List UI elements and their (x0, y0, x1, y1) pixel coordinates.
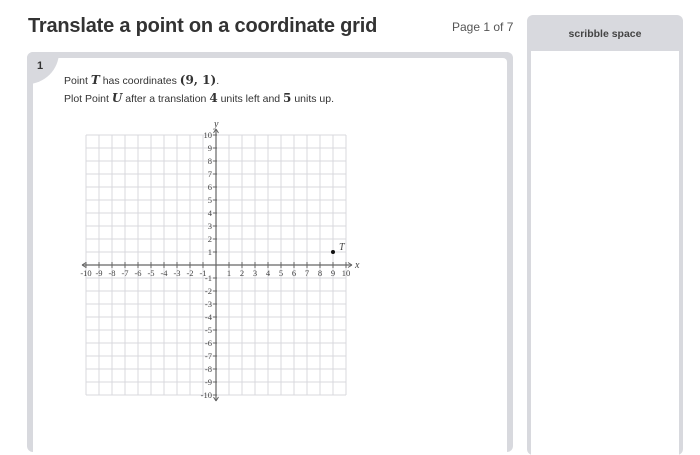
svg-text:9: 9 (207, 143, 212, 153)
question-text (64, 72, 334, 108)
scribble-panel (527, 15, 683, 455)
svg-text:-10: -10 (80, 268, 92, 278)
text: has coordinates (99, 75, 180, 87)
svg-text:-5: -5 (147, 268, 155, 278)
svg-text:1: 1 (207, 247, 212, 257)
coordinates: (9, 1) (179, 73, 217, 87)
svg-text:-10: -10 (200, 390, 212, 400)
question-line-1 (64, 72, 334, 90)
page-title: Translate a point on a coordinate grid (28, 15, 378, 37)
text: units up. (291, 93, 335, 105)
scribble-header: scribble space (568, 28, 642, 40)
svg-text:7: 7 (207, 169, 212, 179)
svg-text:-2: -2 (186, 268, 194, 278)
svg-text:-6: -6 (204, 338, 212, 348)
question-number: 1 (37, 60, 44, 72)
page-indicator: Page 1 of 7 (452, 20, 514, 34)
svg-text:-9: -9 (95, 268, 103, 278)
svg-text:6: 6 (207, 182, 212, 192)
coordinate-grid[interactable] (70, 112, 370, 412)
svg-text:-1: -1 (204, 273, 212, 283)
units-left: 4 (209, 91, 218, 105)
svg-text:10: 10 (203, 130, 212, 140)
svg-text:1: 1 (226, 268, 232, 278)
svg-text:-3: -3 (204, 299, 212, 309)
svg-text:3: 3 (207, 221, 212, 231)
point-label: T (90, 73, 100, 87)
svg-text:8: 8 (207, 156, 212, 166)
svg-text:8: 8 (317, 268, 323, 278)
svg-text:-5: -5 (204, 325, 212, 335)
svg-text:10: 10 (341, 268, 351, 278)
svg-text:6: 6 (291, 268, 297, 278)
units-up: 5 (283, 91, 292, 105)
svg-text:-4: -4 (204, 312, 212, 322)
svg-text:5: 5 (278, 268, 284, 278)
svg-text:-9: -9 (204, 377, 212, 387)
svg-text:y: y (214, 119, 219, 130)
text: . (216, 75, 220, 87)
svg-text:x: x (355, 260, 360, 271)
text: after a translation (122, 93, 210, 105)
svg-text:5: 5 (207, 195, 212, 205)
svg-text:-8: -8 (204, 364, 212, 374)
svg-text:2: 2 (239, 268, 245, 278)
svg-text:3: 3 (252, 268, 258, 278)
svg-text:-8: -8 (108, 268, 116, 278)
text: units left and (217, 93, 284, 105)
text: Plot Point (64, 93, 112, 105)
svg-text:2: 2 (207, 234, 212, 244)
svg-text:-6: -6 (134, 268, 142, 278)
svg-text:4: 4 (207, 208, 212, 218)
point-label: U (111, 91, 123, 105)
svg-text:4: 4 (265, 268, 271, 278)
svg-text:-4: -4 (160, 268, 168, 278)
svg-text:-7: -7 (121, 268, 129, 278)
svg-text:-1: -1 (199, 268, 207, 278)
text: Point (64, 75, 91, 87)
question-line-2 (64, 90, 334, 108)
scribble-area[interactable] (531, 51, 679, 455)
svg-text:9: 9 (330, 268, 336, 278)
svg-text:7: 7 (304, 268, 310, 278)
svg-text:-3: -3 (173, 268, 181, 278)
svg-text:T: T (339, 242, 345, 253)
svg-text:-2: -2 (204, 286, 212, 296)
svg-text:-7: -7 (204, 351, 212, 361)
point-T (331, 250, 335, 254)
